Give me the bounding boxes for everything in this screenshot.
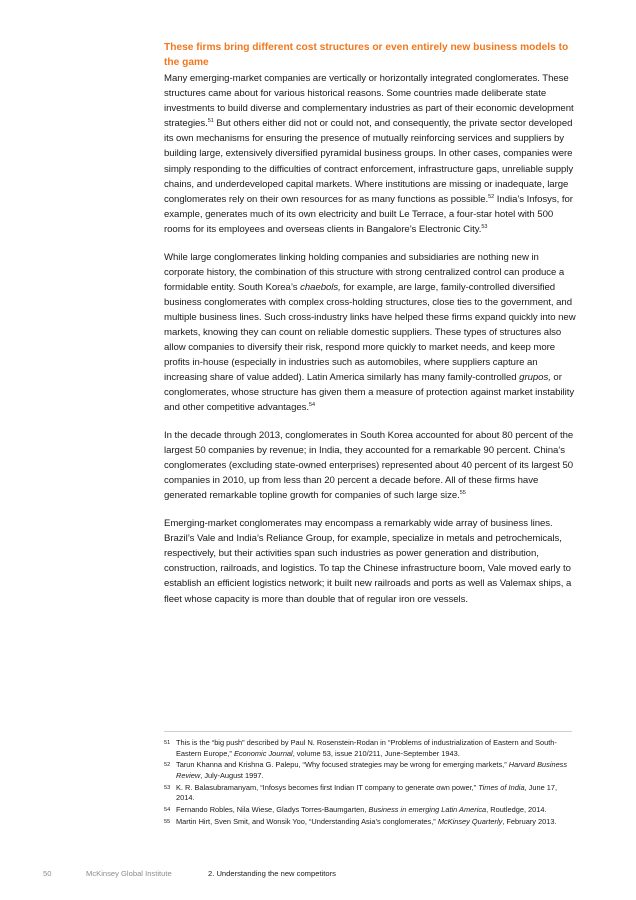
text-run: , Routledge, 2014.	[486, 805, 547, 815]
text-run: , volume 53, issue 210/211, June-September 1943.	[292, 748, 460, 758]
text-run: In the decade through 2013, conglomerates in South Korea accounted for about 80 percent of the largest 50 companies by revenue; in India, they accounted for a remarkable 90 percent. China’s conglomerates (excluding state-owned enterprises) represented about 40 percent of its largest 50 companies in 2010, up from less than 20 percent a decade before. All of these firms have generated remarkable topline growth for companies of such large size.	[164, 430, 574, 502]
footnote	[164, 760, 574, 781]
footnote	[164, 805, 574, 816]
footnote-reference: 53	[481, 223, 488, 230]
italic-text: Economic Journal	[233, 748, 293, 758]
text-run: K. R. Balasubramanyam, “Infosys becomes first Indian IT company to generate own power,”	[176, 782, 479, 792]
paragraph	[164, 428, 576, 503]
footnote	[164, 817, 574, 828]
page-number: 50	[43, 869, 52, 878]
italic-text: Times of India	[478, 782, 525, 792]
section-heading: These firms bring different cost structures or even entirely new business models to the game	[164, 42, 569, 68]
italic-text: McKinsey Quarterly	[437, 816, 503, 826]
chapter-title: 2. Understanding the new competitors	[208, 869, 336, 878]
footnote	[164, 783, 574, 804]
footnote-reference: 52	[488, 193, 495, 200]
text-run: Emerging-market conglomerates may encompass a remarkably wide array of business lines. Brazil’s Vale and India’s Reliance Group, for example, specialize in metals and petrochemicals, respectively, but their activities span such industries as power generation and distribution, construction, railroads, and logistics. To tap the Chinese infrastructure boom, Vale moved early to establish an efficient logistics network; it built new railroads and ports as well as Valemax ships, a fleet whose capacity is more than double that of regular iron ore vessels.	[164, 518, 572, 605]
footnote-text	[176, 817, 574, 828]
footnote-reference: 55	[459, 490, 466, 497]
footnote-number: 54	[164, 807, 171, 814]
text-run: for example, are large, family-controlled diversified business conglomerates with complex cross-holding structures, close ties to the government, and multiple business lines. Such cross-industry links have helped these firms expand quickly into new markets, knowing they can count on reliable domestic suppliers. These types of structures also allow companies to diversify their risk, respond more quickly to market needs, and keep more profits in-house (especially in industries such as automobiles, where suppliers capture an increasing share of value added). Latin America similarly has many family-controlled	[164, 281, 576, 384]
paragraph	[164, 516, 576, 607]
footnote-number: 51	[164, 740, 171, 746]
page-footer	[0, 868, 636, 880]
italic-text: Harvard Business Review	[176, 760, 568, 780]
footnote-text	[176, 738, 574, 759]
footnote-number: 53	[164, 784, 171, 791]
footnote-number: 55	[164, 818, 171, 825]
paragraph	[164, 71, 576, 237]
text-run: Fernando Robles, Nila Wiese, Gladys Torres-Baumgarten,	[176, 805, 369, 815]
footnote-text	[176, 805, 574, 816]
text-run: India’s Infosys, for example, generates much of its own electricity and built Le Terrace, a four-star hotel with 500 rooms for its employees and overseas clients in Bangalore’s Electronic City.	[164, 193, 573, 235]
footnote-divider	[164, 731, 572, 732]
text-run: Tarun Khanna and Krishna G. Palepu, “Why focused strategies may be wrong for emerging markets,”	[176, 760, 509, 770]
footnote-text	[176, 783, 574, 804]
paragraph	[164, 250, 576, 416]
text-run: This is the “big push” described by Paul N. Rosenstein-Rodan in “Problems of industrialization of Eastern and South-Eastern Europe,”	[176, 738, 557, 758]
footnotes	[164, 738, 574, 829]
publisher-name: McKinsey Global Institute	[86, 869, 172, 878]
text-run: , July-August 1997.	[200, 770, 264, 780]
italic-text: grupos,	[519, 372, 551, 384]
text-run: , February 2013.	[502, 816, 557, 826]
footnote-number: 52	[164, 762, 171, 769]
footnote-reference: 51	[207, 118, 214, 125]
text-run: Martin Hirt, Sven Smit, and Wonsik Yoo, “Understanding Asia’s conglomerates,”	[176, 816, 438, 826]
text-run: While large conglomerates linking holding companies and subsidiaries are nothing new in corporate history, the combination of this structure with strong centralized control can produce a formidable entity. South Korea’s	[164, 251, 565, 293]
main-content	[164, 40, 576, 619]
text-run: or conglomerates, whose structure has given them a measure of protection against market instability and other competitive advantages.	[164, 372, 575, 414]
footnote-reference: 54	[309, 402, 316, 409]
footnote-text	[176, 760, 574, 781]
footnote	[164, 738, 574, 759]
text-run: Many emerging-market companies are vertically or horizontally integrated conglomerates. These structures came about for various historical reasons. Some countries made deliberate state investments to build diverse and complementary industries as part of their economic development strategies.	[164, 73, 574, 130]
italic-text: Business in emerging Latin America	[368, 805, 487, 815]
italic-text: chaebols,	[300, 281, 341, 293]
text-run: , June 17, 2014.	[176, 782, 558, 803]
text-run: But others either did not or could not, and consequently, the private sector developed its own mechanisms for ensuring the presence of mutually reinforcing services and suppliers by building large, extensively diversified pyramidal business groups. In other cases, companies were simply responding to the difficulties of contract enforcement, infrastructure gaps, unreliable supply chains, and underdeveloped capital markets. Where institutions are missing or inadequate, large conglomerates rely on their own resources for as many functions as possible.	[164, 118, 574, 205]
